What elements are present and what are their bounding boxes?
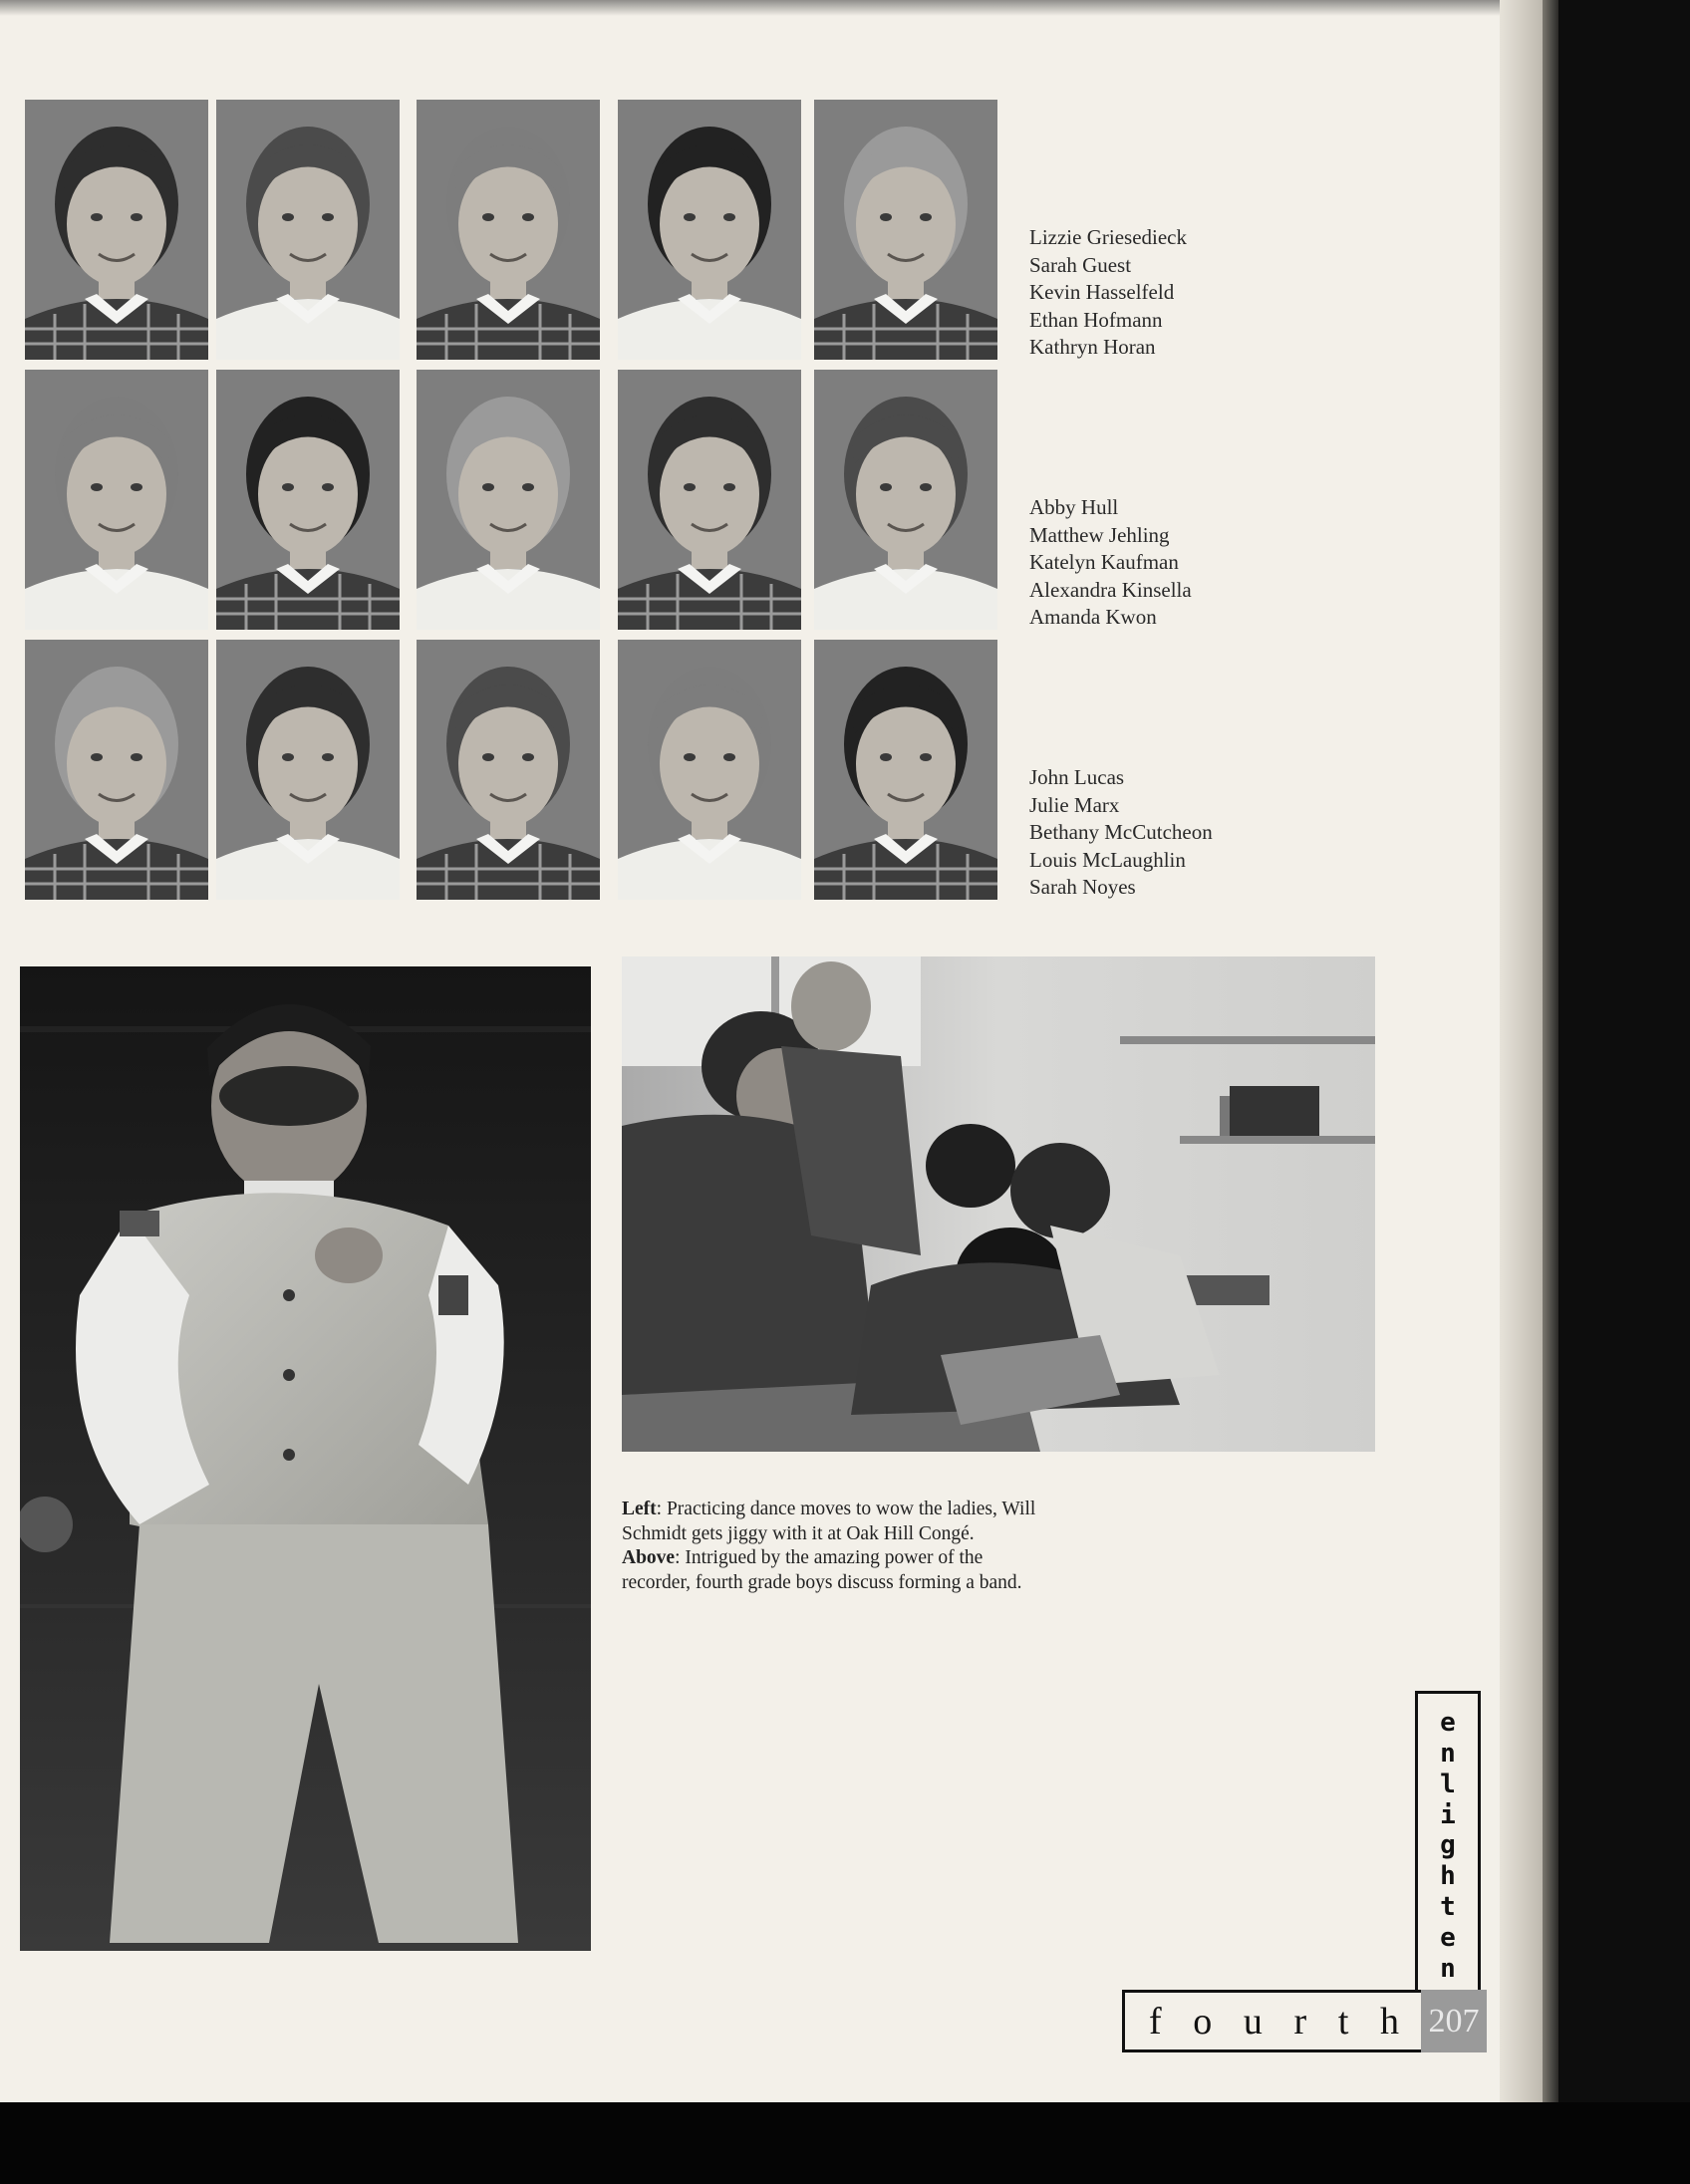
tab-letter: h — [1440, 1861, 1456, 1892]
photo-dancing-scout — [20, 966, 591, 1951]
student-portrait — [417, 370, 600, 630]
student-name: Kevin Hasselfeld — [1029, 280, 1175, 304]
page-number: 207 — [1421, 1990, 1487, 2052]
tab-letter: e — [1440, 1922, 1456, 1953]
photo-classroom-boys — [622, 956, 1375, 1452]
student-portrait — [417, 640, 600, 900]
tab-letter: t — [1337, 2000, 1349, 2043]
tab-letter: e — [1440, 1708, 1456, 1739]
student-name: Sarah Noyes — [1029, 875, 1136, 899]
page-top-shadow — [0, 0, 1543, 16]
student-portrait — [216, 370, 400, 630]
student-portrait — [814, 640, 997, 900]
tab-letter: t — [1440, 1891, 1456, 1922]
student-portrait — [25, 370, 208, 630]
student-name: Louis McLaughlin — [1029, 847, 1186, 872]
student-name: Julie Marx — [1029, 792, 1120, 817]
tab-letter: n — [1440, 1739, 1456, 1770]
student-name: Ethan Hofmann — [1029, 307, 1163, 332]
tab-letter: l — [1440, 1769, 1456, 1799]
student-name: Sarah Guest — [1029, 252, 1132, 277]
student-portrait — [618, 640, 801, 900]
name-list-row-1 — [1029, 224, 1187, 362]
student-name: Katelyn Kaufman — [1029, 550, 1179, 574]
student-portrait — [618, 370, 801, 630]
student-portrait — [618, 100, 801, 360]
student-portrait — [814, 370, 997, 630]
student-name: John Lucas — [1029, 765, 1125, 789]
student-name: Kathryn Horan — [1029, 335, 1156, 359]
student-portrait — [417, 100, 600, 360]
book-spine-edge — [1543, 0, 1558, 2102]
tab-letter: r — [1293, 2000, 1307, 2043]
name-list-row-3 — [1029, 764, 1213, 902]
student-name: Lizzie Griesedieck — [1029, 225, 1187, 249]
tab-letter: f — [1149, 2000, 1162, 2043]
tab-letter: h — [1380, 2000, 1399, 2043]
student-name: Alexandra Kinsella — [1029, 577, 1192, 602]
caption-left-label: Left — [622, 1499, 657, 1519]
student-name: Amanda Kwon — [1029, 605, 1157, 629]
caption-left-text: : Practicing dance moves to wow the ladies, Will Schmidt gets jiggy with it at Oak Hill Congé. — [622, 1499, 1036, 1544]
name-list-row-2 — [1029, 494, 1192, 632]
student-portrait — [814, 100, 997, 360]
photo-caption — [622, 1498, 1040, 1595]
student-portrait — [216, 640, 400, 900]
tab-letter: i — [1440, 1799, 1456, 1830]
student-portrait — [25, 100, 208, 360]
student-portrait — [216, 100, 400, 360]
student-name: Bethany McCutcheon — [1029, 820, 1213, 844]
caption-above-text: : Intrigued by the amazing power of the recorder, fourth grade boys discuss forming a band. — [622, 1547, 1022, 1593]
section-tab-enlighten — [1415, 1691, 1481, 1990]
page-spine-shadow — [1500, 0, 1543, 2102]
tab-letter: g — [1440, 1830, 1456, 1861]
tab-letter: u — [1243, 2000, 1263, 2043]
caption-above-label: Above — [622, 1547, 676, 1568]
section-tab-fourth — [1122, 1990, 1421, 2052]
tab-letter: o — [1193, 2000, 1213, 2043]
student-portrait — [25, 640, 208, 900]
tab-letter: n — [1440, 1953, 1456, 1984]
scan-background — [0, 2102, 1690, 2184]
student-name: Matthew Jehling — [1029, 522, 1170, 547]
student-name: Abby Hull — [1029, 495, 1119, 519]
